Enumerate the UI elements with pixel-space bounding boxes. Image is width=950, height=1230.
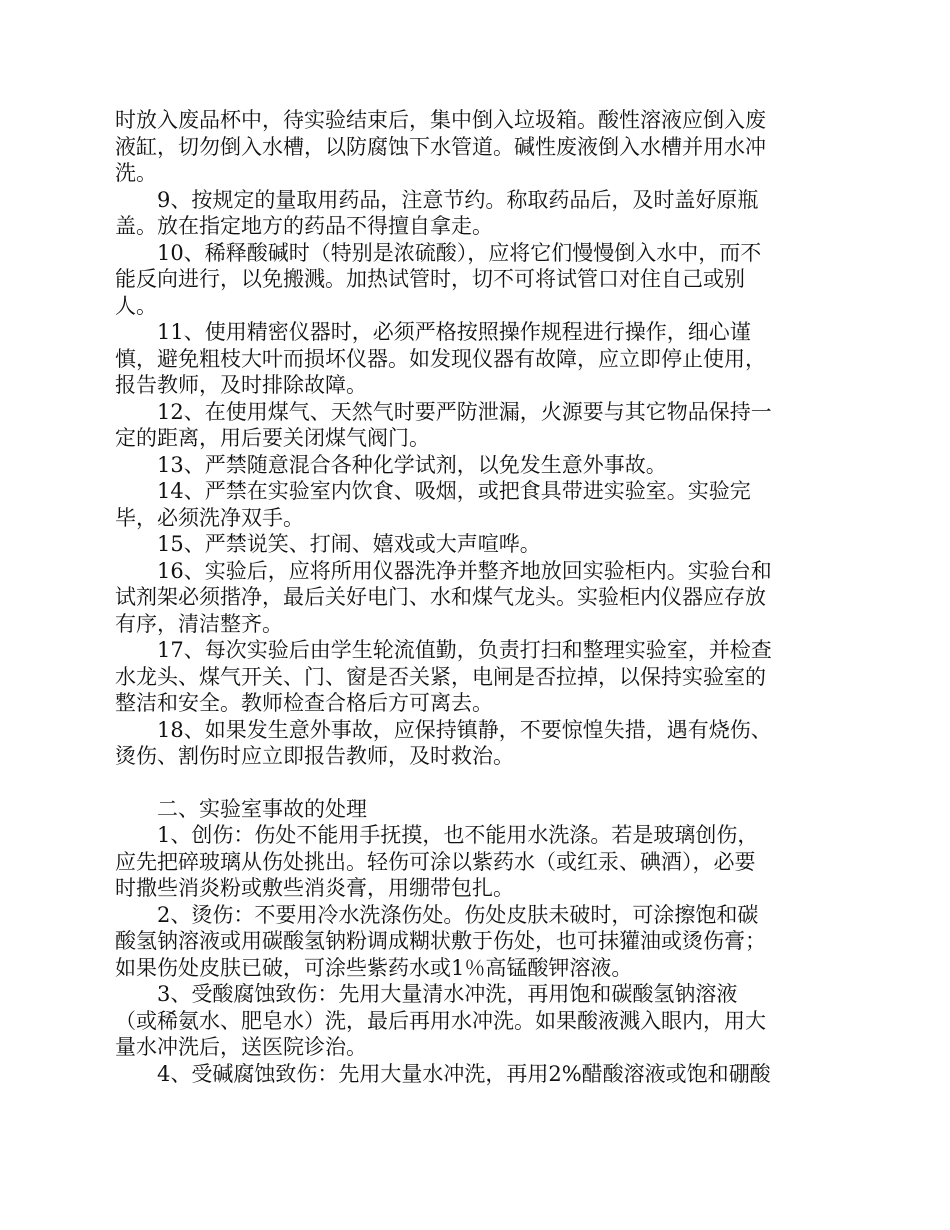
text-line: 15、严禁说笑、打闹、嬉戏或大声喧哗。	[157, 532, 541, 556]
text-line: 4、受碱腐蚀致伤：先用大量水冲洗，再用2%醋酸溶液或饱和硼酸	[157, 1061, 771, 1086]
text-line: 时撒些消炎粉或敷些消炎膏，用绷带包扎。	[115, 876, 514, 900]
text-line: 应先把碎玻璃从伤处挑出。轻伤可涂以紫药水（或红汞、碘酒），必要	[115, 849, 756, 874]
text-line: 液缸，切勿倒入水槽，以防腐蚀下水管道。碱性废液倒入水槽并用水冲	[115, 134, 766, 159]
text-line: 10、稀释酸碱时（特别是浓硫酸），应将它们慢慢倒入水中，而不	[157, 240, 762, 265]
text-line: 报告教师，及时排除故障。	[115, 373, 367, 397]
text-line: 定的距离，用后要关闭煤气阀门。	[115, 426, 430, 450]
text-line: 烫伤、割伤时应立即报告教师，及时救治。	[115, 744, 514, 768]
text-line: 2、烫伤：不要用冷水洗涤伤处。伤处皮肤未破时，可涂擦饱和碳	[157, 902, 759, 927]
text-line: 有序，清洁整齐。	[115, 611, 283, 636]
text-line: 整洁和安全。教师检查合格后方可离去。	[115, 691, 493, 715]
text-line: 量水冲洗后，送医院诊治。	[115, 1035, 367, 1059]
text-line: 14、严禁在实验室内饮食、吸烟，或把食具带进实验室。实验完	[157, 479, 751, 503]
paragraph-gap	[115, 770, 835, 796]
text-line: 3、受酸腐蚀致伤：先用大量清水冲洗，再用饱和碳酸氢钠溶液	[157, 982, 738, 1006]
text-line: 二、实验室事故的处理	[157, 796, 367, 821]
text-line: 12、在使用煤气、天然气时要严防泄漏，火源要与其它物品保持一	[157, 399, 772, 424]
text-line: 11、使用精密仪器时，必须严格按照操作规程进行操作，细心谨	[157, 320, 751, 344]
text-line: 1、创伤：伤处不能用手抚摸，也不能用水洗涤。若是玻璃创伤，	[157, 823, 759, 847]
text-line: 毕，必须洗净双手。	[115, 505, 304, 530]
text-line: 17、每次实验后由学生轮流值勤，负责打扫和整理实验室，并检查	[157, 638, 772, 662]
text-line: 试剂架必须揩净，最后关好电门、水和煤气龙头。实验柜内仪器应存放	[115, 585, 766, 609]
text-line: 酸氢钠溶液或用碳酸氢钠粉调成糊状敷于伤处，也可抹獾油或烫伤膏；	[115, 929, 766, 953]
text-line: （或稀氨水、肥皂水）洗，最后再用水冲洗。如果酸液溅入眼内，用大	[115, 1008, 766, 1033]
text-line: 水龙头、煤气开关、门、窗是否关紧，电闸是否拉掉，以保持实验室的	[115, 664, 766, 689]
text-line: 能反向进行，以免搬溅。加热试管时，切不可将试管口对住自己或别	[115, 267, 745, 291]
text-line: 如果伤处皮肤已破，可涂些紫药水或1％高锰酸钾溶液。	[115, 955, 633, 980]
text-line: 人。	[115, 293, 157, 318]
text-line: 13、严禁随意混合各种化学试剂，以免发生意外事故。	[157, 452, 667, 477]
text-line: 时放入废品杯中，待实验结束后，集中倒入垃圾箱。酸性溶液应倒入废	[115, 108, 766, 132]
text-line: 9、按规定的量取用药品，注意节约。称取药品后，及时盖好原瓶	[157, 187, 759, 212]
document-body	[115, 107, 835, 1087]
text-line: 盖。放在指定地方的药品不得擅自拿走。	[115, 214, 493, 238]
text-line: 慎，避免粗枝大叶而损坏仪器。如发现仪器有故障，应立即停止使用，	[115, 346, 766, 371]
text-line: 洗。	[115, 161, 157, 185]
text-line: 18、如果发生意外事故，应保持镇静，不要惊惶失措，遇有烧伤、	[157, 717, 772, 742]
text-line: 16、实验后，应将所用仪器洗净并整齐地放回实验柜内。实验台和	[157, 558, 772, 583]
